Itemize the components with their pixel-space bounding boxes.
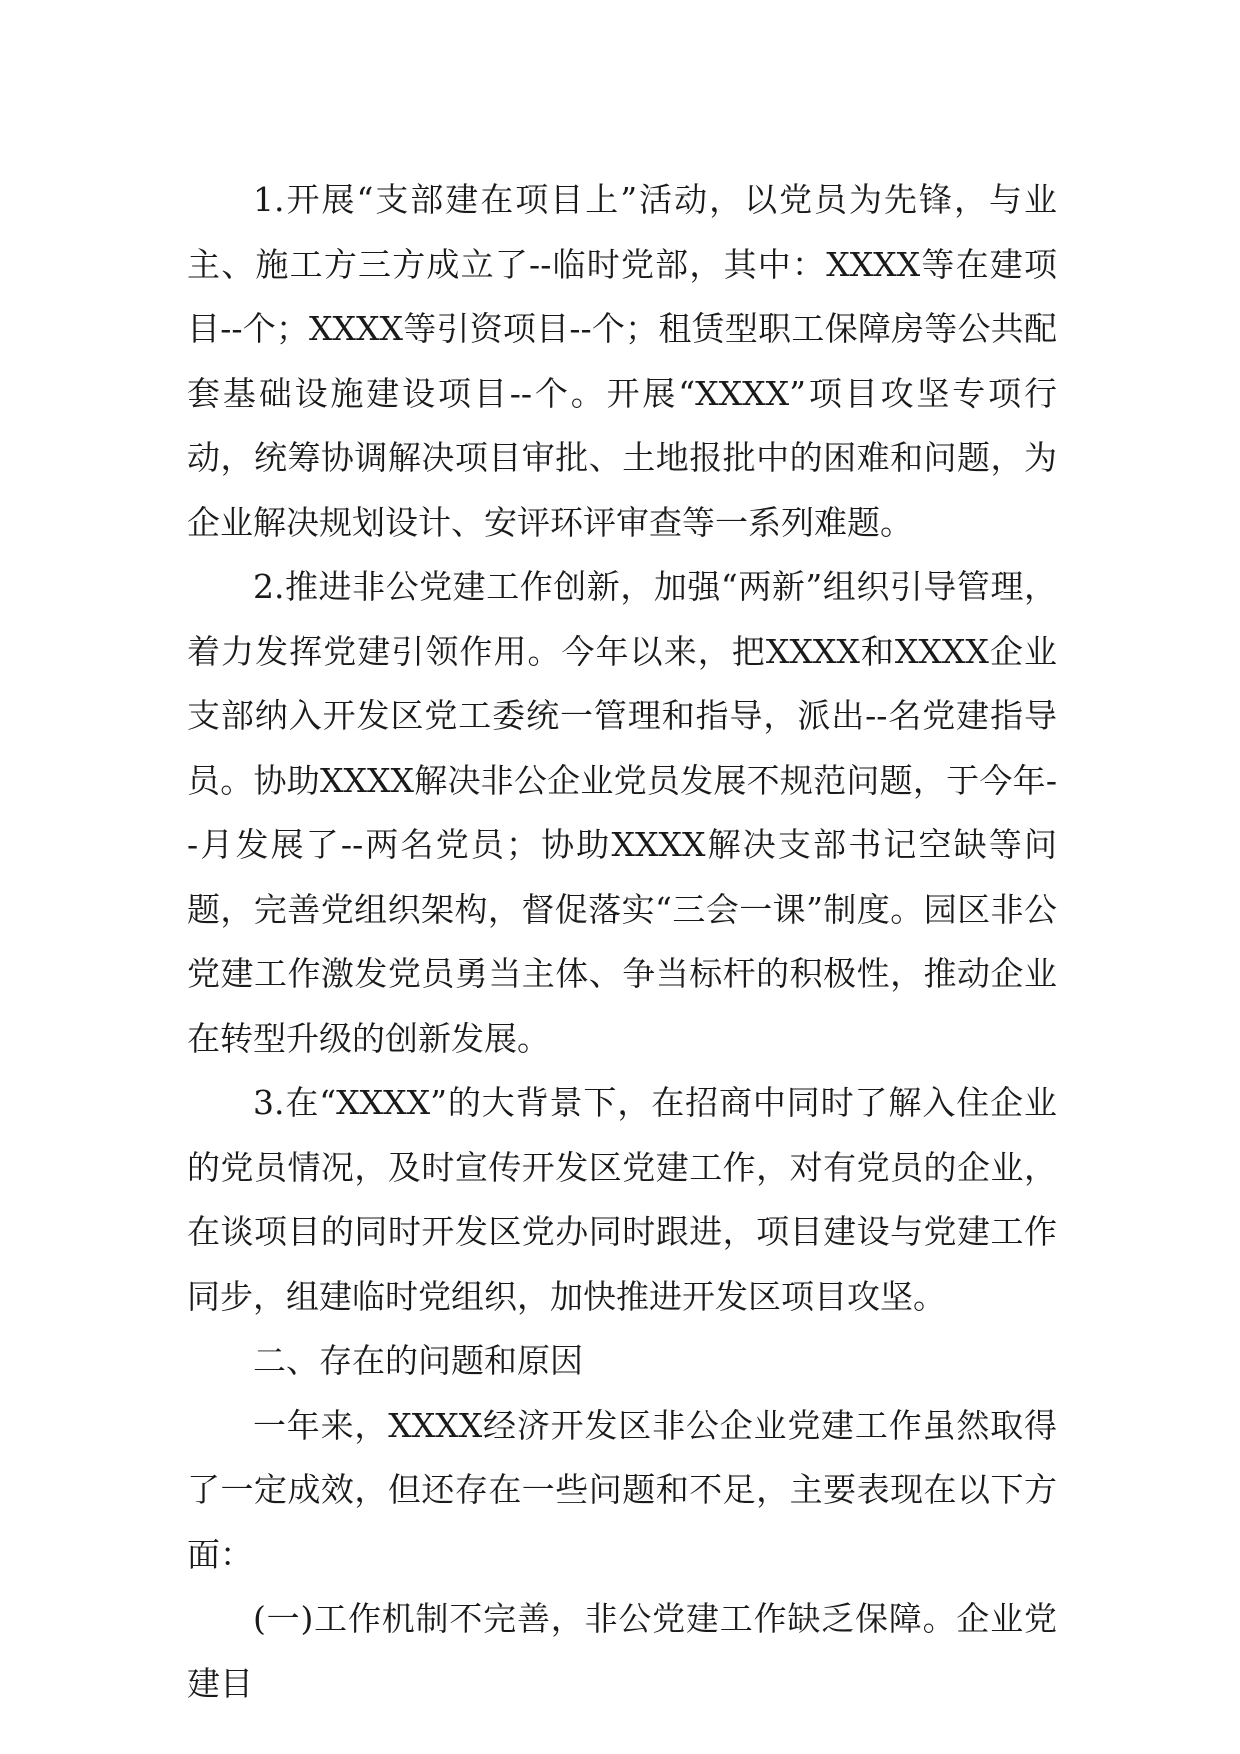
paragraph-project-party-branch: 1.开展“支部建在项目上”活动，以党员为先锋，与业主、施工方三方成立了--临时党部，其中：XXXX等在建项目--个；XXXX等引资项目--个；租赁型职工保障房等公共配套基础设施建设项目--个。开展“XXXX”项目攻坚专项行动，统筹协调解决项目审批、土地报批中的困难和问题，为企业解决规划设计、安评环评审查等一系列难题。 (187, 180, 1057, 542)
document-body (187, 168, 1057, 1716)
paragraph-non-public-party-building: 2.推进非公党建工作创新，加强“两新”组织引导管理，着力发挥党建引领作用。今年以来，把XXXX和XXXX企业支部纳入开发区党工委统一管理和指导，派出--名党建指导员。协助XXXX解决非公企业党员发展不规范问题，于今年--月发展了--两名党员；协助XXXX解决支部书记空缺等问题，完善党组织架构，督促落实“三会一课”制度。园区非公党建工作激发党员勇当主体、争当标杆的积极性，推动企业在转型升级的创新发展。 (187, 567, 1057, 1058)
paragraph-investment-background: 3.在“XXXX”的大背景下，在招商中同时了解入住企业的党员情况，及时宣传开发区党建工作，对有党员的企业，在谈项目的同时开发区党办同时跟进，项目建设与党建工作同步，组建临时党组织，加快推进开发区项目攻坚。 (187, 1083, 1057, 1316)
paragraph-summary-problems: 一年来，XXXX经济开发区非公企业党建工作虽然取得了一定成效，但还存在一些问题和不足，主要表现在以下方面： (187, 1405, 1057, 1574)
paragraph-mechanism-issue: (一)工作机制不完善，非公党建工作缺乏保障。企业党建目 (187, 1599, 1057, 1703)
section-heading-problems: 二、存在的问题和原因 (253, 1341, 583, 1380)
